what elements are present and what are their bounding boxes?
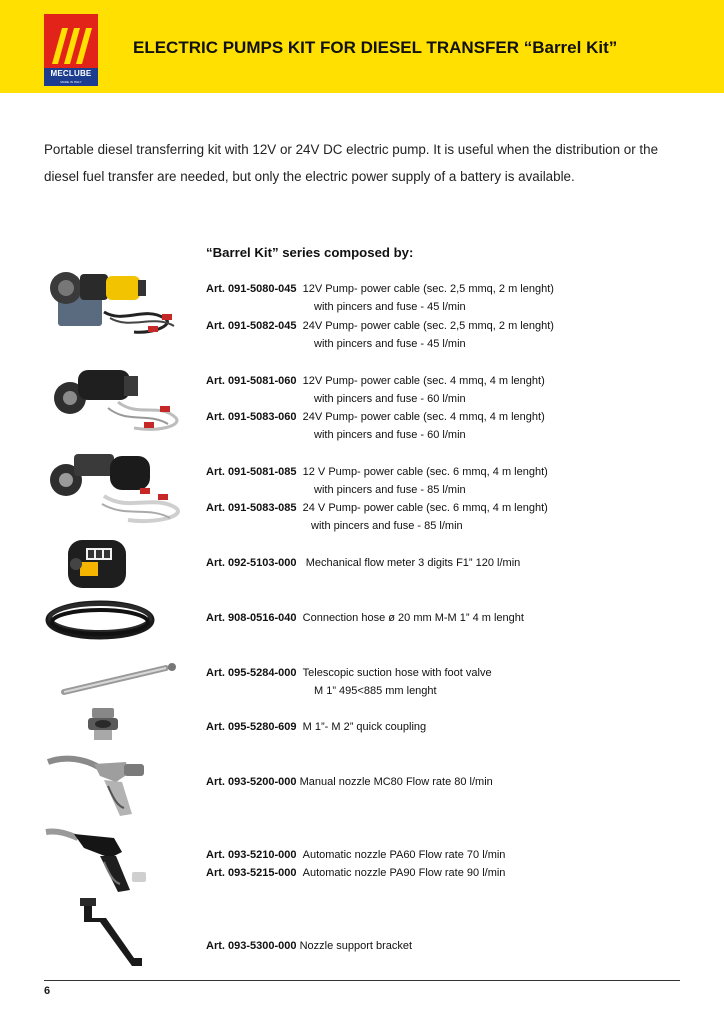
article-desc: Automatic nozzle PA90 Flow rate 90 l/min (302, 867, 506, 879)
page-number: 6 (44, 985, 51, 997)
list-item-code (206, 849, 505, 861)
article-code: Art. 093-5200-000 (206, 776, 297, 788)
article-desc: 24V Pump- power cable (sec. 4 mmq, 4 m lenght) (302, 411, 545, 423)
list-item-code (206, 557, 520, 569)
article-desc-cont: with pincers and fuse - 45 l/min (314, 338, 466, 350)
article-desc-cont: with pincers and fuse - 60 l/min (314, 393, 466, 405)
article-desc: 12 V Pump- power cable (sec. 6 mmq, 4 m lenght) (302, 466, 548, 478)
list-item-code (206, 776, 493, 788)
article-code: Art. 091-5081-085 (206, 466, 297, 478)
article-code: Art. 092-5103-000 (206, 557, 297, 569)
pump-60-photo (48, 362, 183, 437)
article-code: Art. 908-0516-040 (206, 612, 297, 624)
article-desc: M 1”- M 2” quick coupling (302, 721, 427, 733)
section-title: “Barrel Kit” series composed by: (206, 245, 414, 260)
article-desc-cont: with pincers and fuse - 85 l/min (311, 520, 463, 532)
pump-85-photo (44, 448, 189, 526)
list-item-code (206, 867, 505, 879)
page-title: ELECTRIC PUMPS KIT FOR DIESEL TRANSFER “Barrel Kit” (133, 38, 618, 57)
article-desc: Nozzle support bracket (299, 940, 413, 952)
article-code: Art. 093-5300-000 (206, 940, 297, 952)
article-code: Art. 095-5280-609 (206, 721, 297, 733)
pump-45-photo (44, 262, 184, 342)
list-item-code (206, 940, 412, 952)
article-desc: 12V Pump- power cable (sec. 4 mmq, 4 m lenght) (302, 375, 545, 387)
article-desc-cont: with pincers and fuse - 60 l/min (314, 429, 466, 441)
article-desc: Automatic nozzle PA60 Flow rate 70 l/min (302, 849, 506, 861)
automatic-nozzle-photo (44, 826, 156, 898)
article-code: Art. 091-5081-060 (206, 375, 297, 387)
article-desc: 24 V Pump- power cable (sec. 6 mmq, 4 m lenght) (302, 502, 548, 514)
list-item-code (206, 466, 548, 478)
article-code: Art. 093-5210-000 (206, 849, 297, 861)
article-code: Art. 091-5083-060 (206, 411, 297, 423)
logo-brand-text: MECLUBE (50, 69, 92, 78)
article-code: Art. 091-5083-085 (206, 502, 297, 514)
suction-hose-photo (56, 660, 182, 698)
article-desc: Telescopic suction hose with foot valve (302, 667, 492, 679)
list-item-code (206, 721, 426, 733)
header-banner (0, 0, 724, 93)
list-item-code (206, 283, 554, 295)
article-desc-cont: M 1” 495<885 mm lenght (314, 685, 437, 697)
list-item-code (206, 375, 545, 387)
article-code: Art. 093-5215-000 (206, 867, 297, 879)
logo-sub-text: MADE IN ITALY (60, 80, 82, 84)
list-item-code (206, 411, 545, 423)
hose-photo (44, 598, 156, 642)
article-desc-cont: with pincers and fuse - 45 l/min (314, 301, 466, 313)
article-desc-cont: with pincers and fuse - 85 l/min (314, 484, 466, 496)
article-code: Art. 091-5082-045 (206, 320, 297, 332)
list-item-code (206, 667, 492, 679)
list-item-code (206, 320, 554, 332)
article-desc: Connection hose ø 20 mm M-M 1” 4 m lenght (302, 612, 524, 624)
article-code: Art. 091-5080-045 (206, 283, 297, 295)
article-desc: 12V Pump- power cable (sec. 2,5 mmq, 2 m lenght) (302, 283, 554, 295)
coupling-photo (84, 704, 122, 744)
bracket-photo (76, 896, 148, 974)
flow-meter-photo (64, 534, 132, 594)
intro-paragraph: Portable diesel transferring kit with 12V or 24V DC electric pump. It is useful when the distribution or the diesel fuel transfer are needed, but only the electric power supply of a battery is available. (44, 142, 659, 184)
meclube-logo (44, 14, 98, 86)
article-desc: Mechanical flow meter 3 digits F1” 120 l/min (305, 557, 521, 569)
list-item-code (206, 502, 548, 514)
footer-divider (44, 980, 680, 981)
article-desc: Manual nozzle MC80 Flow rate 80 l/min (299, 776, 493, 788)
manual-nozzle-photo (44, 752, 164, 824)
article-desc: 24V Pump- power cable (sec. 2,5 mmq, 2 m lenght) (302, 320, 554, 332)
list-item-code (206, 612, 524, 624)
article-code: Art. 095-5284-000 (206, 667, 297, 679)
